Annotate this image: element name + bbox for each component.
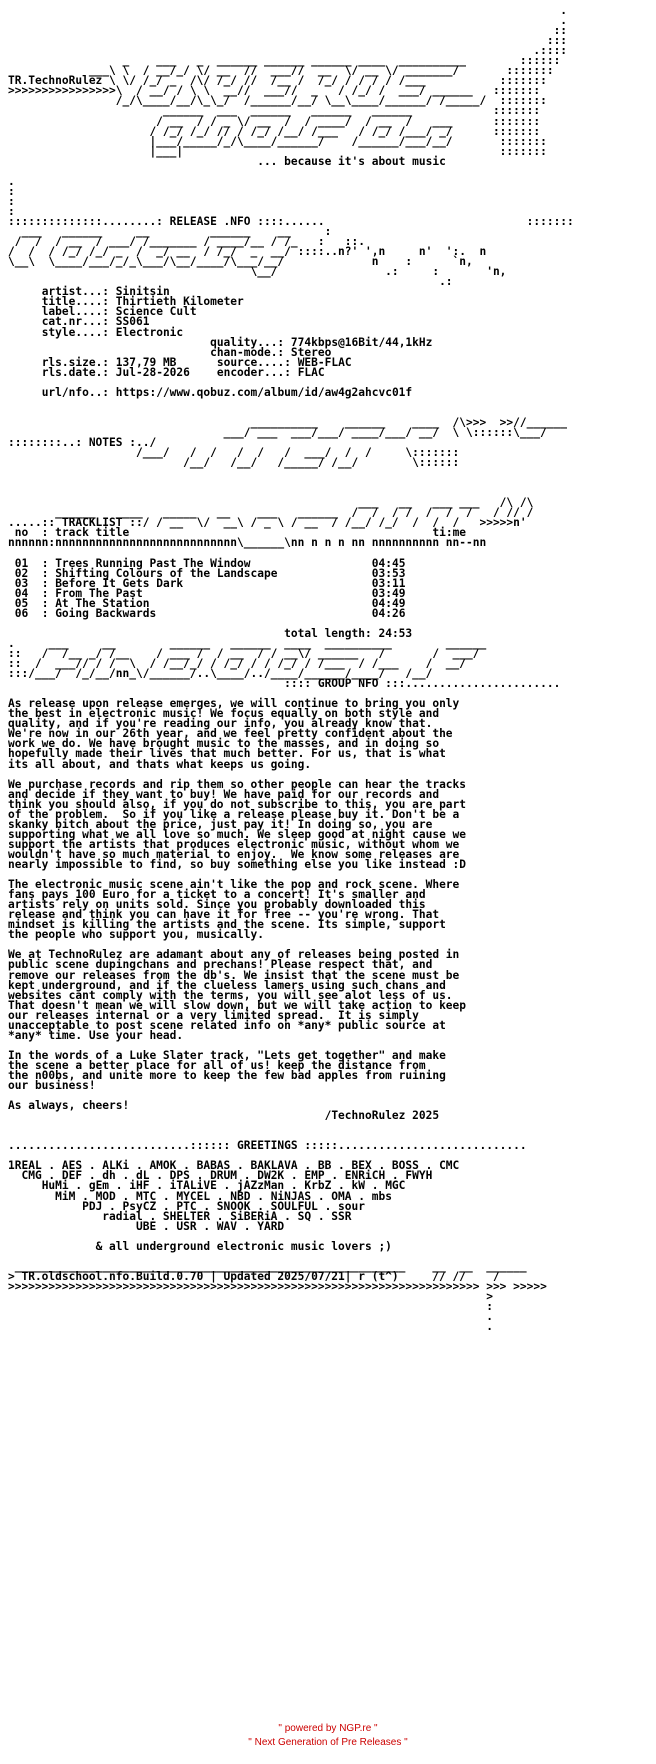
title-value: Thirtieth Kilometer (115, 295, 244, 309)
footer-subtitle: " Next Generation of Pre Releases " (248, 1737, 408, 1748)
total-length-label: total length: (284, 626, 372, 640)
url-label: url/nfo..: (41, 385, 110, 399)
label-value: Science Cult (115, 305, 197, 319)
group-paragraph: We at TechnoRulez are adamant about any of releases being posted in public scene dupingchans and prechans! Please respect that, and remove our releases from the db's. We insist that the scene must be kept underground, and if the clueless lamers using such chans and websites cant comply with the terms, you will see alot less of us. That doesn't mean we will slow down, but we will take action to keep our releases internal or a very limited spread. It is simply unacceptable to post scene related info on *any* public source at *any* time. Use your head. (8, 948, 467, 1042)
track-no: 06 (14, 606, 29, 620)
rlsdate-label: rls.date.: (41, 365, 110, 379)
group-paragraph: We purchase records and rip them so other people can hear the tracks and decide if they want to buy! We have paid for our records and think you should also, if you do not subscribe to this, you are part of the problem. So if you like a release please buy it. Don't be a skanky bitch about the price, just pay it! In doing so, you are supporting what we all love so much. We sleep good at night cause we support the artists that produces electronic music, without whom we wouldn't have so much material to enjoy. We know some releases are nearly impossible to find, so buy something else you like instead :D (8, 777, 467, 871)
group-paragraph: In the words of a Luke Slater track, "Lets get together" and make the scene a better place for all of us! keep the distance from the n00bs, and unite more to keep the few bad apples from ruining our business! (8, 1048, 446, 1093)
bottom-rule: >>>>>>>>>>>>>>>>>>>>>>>>>>>>>>>>>>>>>>>>>>>>>>>>>>>>>>>>>>>>>>>>>>>>>> >>> >>>>> (8, 1279, 547, 1293)
notes-art-top: __________ ______ ____ /\>>> >>//______ ___/ ___ ___/___/ ____/___/ __/ \ \::::::\___/ (223, 415, 568, 439)
quality-label: quality...: (210, 335, 285, 349)
url-link[interactable]: https://www.qobuz.com/album/id/aw4g2ahcvc01f (115, 385, 413, 399)
group-paragraph: As release upon release emerges, we will continue to bring you only the best in electronic music! We focus equally on both style and quality, and if you're reading our info, you already know that. We're now in our 26th year, and we feel pretty confident about the work we do. We have brought music to the masses, and in doing so hopefully made their lives that much better. For us, that is what its all about, and thats what keeps us going. (8, 697, 460, 771)
track-row: 05 : At The Station 04:49 (14, 596, 406, 610)
powered-by-link[interactable]: " powered by NGP.re " (278, 1723, 378, 1734)
quality-value: 774kbps@16Bit/44,1kHz (290, 335, 433, 349)
catnr-label: cat.nr...: (41, 315, 110, 329)
release-art: ___ ______ __ ______ __ : / / / __ / ___/ /_______ / ____/__ / /_ : ::. / / / /_/ /_/ _ / _/ __ / /_/ _ __/ ::::..n?' ',n n' ':. n \__\ \____/___/_/_\___/\__/____/\___/__/ n : `n, \__/ .: : 'n, .: (8, 225, 507, 289)
track-row: 01 : Trees Running Past The Window 04:45 (14, 556, 406, 570)
track-title: Going Backwards (55, 606, 157, 620)
tracklist-art: ___ __ ___ ___ /\ /\ ______ ____ _____ __ ___ ______ / / / / / / / / // / .....:: TRACKLIST ::/ / __ \/ __\ / _ \ / __ / /__/ /_/ / / / >>>>>n' (8, 496, 534, 530)
track-time: 04:26 (371, 606, 406, 620)
tagline: ... because it's about music (8, 154, 446, 168)
track-title: At The Station (55, 596, 150, 610)
track-rule: nnnnnn:nnnnnnnnnnnnnnnnnnnnnnnnnnn\______\nn n n n nn nnnnnnnnnn nn--nn (8, 536, 487, 550)
track-time: 03:11 (371, 576, 406, 590)
style-value: Electronic (115, 325, 184, 339)
rlssize-value: 137,79 MB (115, 355, 177, 369)
bottom-tail: > : . . (486, 1290, 493, 1334)
total-length-value: 24:53 (378, 626, 413, 640)
source-label: source....: (216, 355, 291, 369)
title-label: title....: (41, 295, 110, 309)
greetings-line: HuMi . gEm . iHF . iTALiVE . jAZzMan . KrbZ . kW . MGC (41, 1179, 406, 1193)
greetings-line: PDJ . PsyCZ . PTC . SNOOK . SOULFUL . sour (82, 1199, 365, 1213)
group-paragraph: As always, cheers! (8, 1099, 130, 1113)
track-col-header: no : track title (8, 526, 130, 540)
catnr-value: SS061 (115, 315, 150, 329)
group-nfo-header: :::: GROUP NFO :::....................... (8, 677, 561, 691)
chanmode-value: Stereo (290, 345, 332, 359)
greetings-line: CMG . DEF . dh . dL . DPS . DRUM . DW2K . EMP . ENRiCH . FWYH (21, 1169, 433, 1183)
footer (0, 1722, 656, 1750)
greetings-line: MiM . MOD . MTC . MYCEL . NBD . NiNJAS . OMA . mbs (55, 1189, 392, 1203)
notes-header: ::::::::..: NOTES :../ (8, 436, 157, 450)
nfo-document (8, 6, 654, 1332)
track-row: 03 : Before It Gets Dark 03:11 (14, 576, 406, 590)
notes-art-bottom: /___/ / / / / / ___/ / / \::::::: /__/ /__/ /_____/ /__/ \:::::: (135, 446, 460, 470)
track-title: Before It Gets Dark (55, 576, 184, 590)
track-title: From The Past (55, 586, 143, 600)
source-value: WEB-FLAC (297, 355, 352, 369)
track-time: 03:49 (371, 586, 406, 600)
header-logo-art: . . :: ::: .:::: _ ___ _ ______ ______ ______ ____ __________ :::::: ___\ \ / __/_/ \/ __ // ___// __ \/ __ \/ _______/ ::::::: TR.TechnoRulez \ \/ /_/ _ /\/ /_/ // /__ / /_/ / / / / /___ ::::::: >>>>>>>>>>>>>>>>\ / __/ / \ \ __// ___// _ / /_/ / ___/ ______ ::::::: /_/\____/__/\_\_/ /______/__/ \__\____/______/ /_____/ ::::::: ______ ___ ______ ______ ______ ::::::: / __ / / _ \/ __ / / ____/ / __ / ___ ::::::: / /_/ /_/ // / /_/ /__/ /___ / /_/ /___/ _/ ::::::: |___/_____/_/\____/______/ /______/___/__/ ::::::: |___| ::::::: (8, 4, 568, 158)
track-time: 04:49 (371, 596, 406, 610)
track-no: 04 (14, 586, 29, 600)
time-col-header: ti:me (432, 526, 467, 540)
signature: /TechnoRulez 2025 (324, 1109, 440, 1123)
release-nfo-header: ::::::::::::::........: RELEASE .NFO ::::...... ::::::: (8, 214, 574, 228)
group-paragraph: The electronic music scene ain't like the pop and rock scene. Where fans pays 100 Euro for a ticket to a concert! It's smaller and artists rely on units sold. Since you probably downloaded this release and think you can have it for free -- you're wrong. That mindset is killing the artists and the scene. Its simple, support the people who support you, musically. (8, 878, 460, 942)
chanmode-label: chan-mode.: (210, 345, 285, 359)
label-label: label....: (41, 305, 110, 319)
artist-value: Sinitsin (115, 285, 170, 299)
artist-label: artist...: (41, 285, 110, 299)
track-row: 06 : Going Backwards 04:26 (14, 606, 406, 620)
greetings-line: UBE . USR . WAV . YARD (135, 1219, 285, 1233)
track-time: 04:45 (371, 556, 406, 570)
group-art: . ___ __ ______ ______ ____ __________ ______ :: / /__ _/ /__ / ___ / / __ / / __\/ ______ / / ___/ :: / ___// / / \ / /__/_/ / /_/ / / /_/ / /___ / /___ / __/ :::/___/ /_/__/nn_\/______/..\____/../____/______/____/ /__/ (8, 636, 487, 681)
track-no: 03 (14, 576, 29, 590)
greetings-closing: & all underground electronic music lovers ;) (95, 1239, 392, 1253)
greetings-line: 1REAL . AES . ALKi . AMOK . BABAS . BAKLAVA . BB . BEX . BOSS . CMC (8, 1159, 460, 1173)
greetings-header: ...........................:::::: GREETINGS :::::............................ (8, 1139, 527, 1153)
track-time: 03:53 (371, 566, 406, 580)
track-row: 04 : From The Past 03:49 (14, 586, 406, 600)
track-no: 02 (14, 566, 29, 580)
style-label: style....: (41, 325, 110, 339)
rule-intro: . : : : (8, 174, 15, 218)
track-title: Trees Running Past The Window (55, 556, 251, 570)
track-no: 01 (14, 556, 29, 570)
bottom-rule-top: __________________________________________________________ __ __ ______ (8, 1259, 527, 1273)
track-row: 02 : Shifting Colours of the Landscape 03:53 (14, 566, 406, 580)
greetings-line: radial . SHELTER . SiBERiA . SQ . SSR (102, 1209, 352, 1223)
encoder-value: FLAC (297, 365, 325, 379)
build-line-tail: // // / (398, 1269, 500, 1283)
track-title: Shifting Colours of the Landscape (55, 566, 278, 580)
rlsdate-value: Jul-28-2026 (115, 365, 190, 379)
track-no: 05 (14, 596, 29, 610)
build-line: > TR.oldschool.nfo.Build.0.70 | Updated 2025/07/21| r (t^) (8, 1269, 399, 1283)
rlssize-label: rls.size.: (41, 355, 110, 369)
encoder-label: encoder...: (216, 365, 291, 379)
